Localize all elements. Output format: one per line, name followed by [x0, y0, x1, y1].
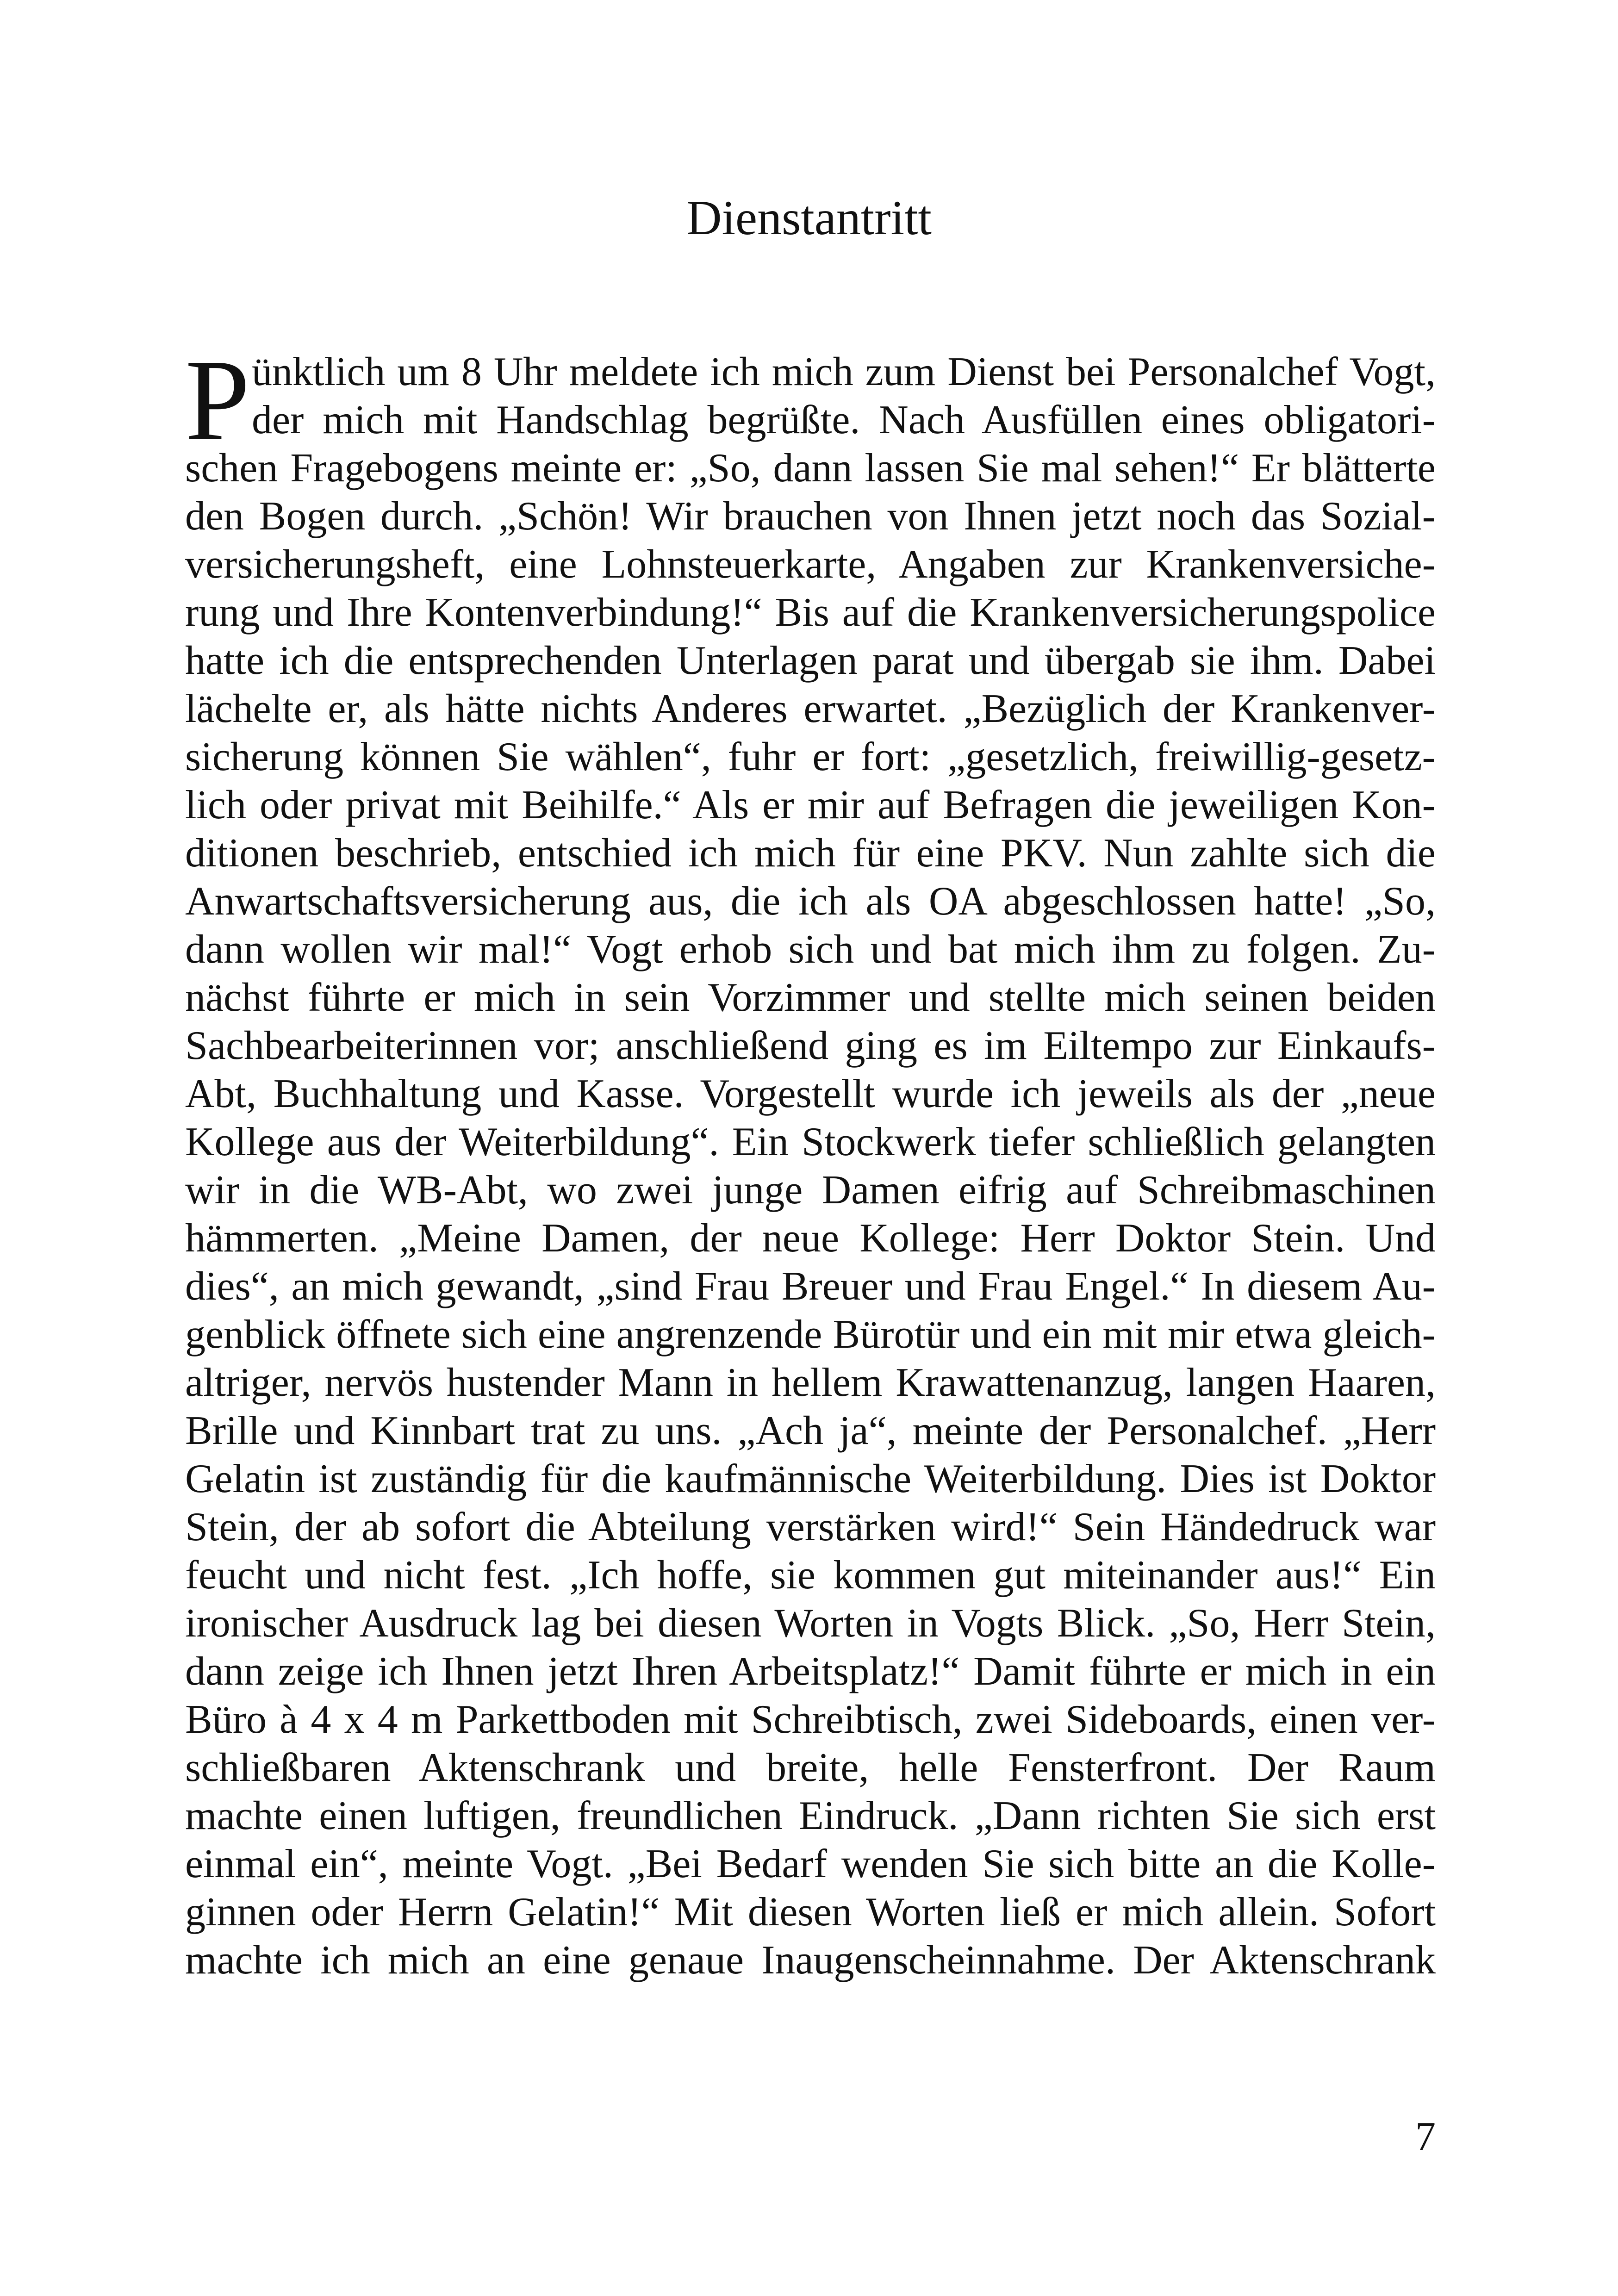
text-line: der mich mit Handschlag begrüßte. Nach Ausfüllen eines obligatori- — [252, 398, 1436, 442]
text-line: genblick öffnete sich eine angrenzende Bürotür und ein mit mir etwa gleich- — [185, 1312, 1436, 1357]
text-line: versicherungsheft, eine Lohnsteuerkarte, Angaben zur Krankenversiche- — [185, 542, 1436, 587]
text-line: dann wollen wir mal!“ Vogt erhob sich und bat mich ihm zu folgen. Zu- — [185, 927, 1436, 972]
text-line: ginnen oder Herrn Gelatin!“ Mit diesen Worten ließ er mich allein. Sofort — [185, 1890, 1436, 1935]
text-line: Sachbearbeiterinnen vor; anschließend ging es im Eiltempo zur Einkaufs- — [185, 1023, 1436, 1068]
text-line: rung und Ihre Kontenverbindung!“ Bis auf die Krankenversicherungspolice — [185, 590, 1436, 635]
text-line: hatte ich die entsprechenden Unterlagen parat und übergab sie ihm. Dabei — [185, 638, 1436, 683]
text-line: sicherung können Sie wählen“, fuhr er fort: „gesetzlich, freiwillig-gesetz- — [185, 734, 1436, 779]
text-line: ditionen beschrieb, entschied ich mich für eine PKV. Nun zahlte sich die — [185, 831, 1436, 876]
text-line: Gelatin ist zuständig für die kaufmännische Weiterbildung. Dies ist Doktor — [185, 1456, 1436, 1501]
text-line: schließbaren Aktenschrank und breite, helle Fensterfront. Der Raum — [185, 1745, 1436, 1790]
text-line: nächst führte er mich in sein Vorzimmer und stellte mich seinen beiden — [185, 975, 1436, 1020]
page-number: 7 — [1415, 2114, 1436, 2159]
text-line: machte ich mich an eine genaue Inaugenscheinnahme. Der Aktenschrank — [185, 1938, 1436, 1983]
text-line: dann zeige ich Ihnen jetzt Ihren Arbeitsplatz!“ Damit führte er mich in ein — [185, 1649, 1436, 1694]
text-line: altriger, nervös hustender Mann in hellem Krawattenanzug, langen Haaren, — [185, 1360, 1436, 1405]
text-line: wir in die WB-Abt, wo zwei junge Damen eifrig auf Schreibmaschinen — [185, 1168, 1436, 1213]
text-line: schen Fragebogens meinte er: „So, dann lassen Sie mal sehen!“ Er blätterte — [185, 446, 1436, 491]
text-line: feucht und nicht fest. „Ich hoffe, sie kommen gut miteinander aus!“ Ein — [185, 1553, 1436, 1598]
text-line: machte einen luftigen, freundlichen Eindruck. „Dann richten Sie sich erst — [185, 1793, 1436, 1838]
text-line: Anwartschaftsversicherung aus, die ich als OA abgeschlossen hatte! „So, — [185, 879, 1436, 924]
text-line: den Bogen durch. „Schön! Wir brauchen von Ihnen jetzt noch das Sozial- — [185, 494, 1436, 539]
text-line: dies“, an mich gewandt, „sind Frau Breuer und Frau Engel.“ In diesem Au- — [185, 1264, 1436, 1309]
text-line: hämmerten. „Meine Damen, der neue Kollege: Herr Doktor Stein. Und — [185, 1216, 1436, 1261]
text-line: ironischer Ausdruck lag bei diesen Worten in Vogts Blick. „So, Herr Stein, — [185, 1601, 1436, 1646]
body-text — [185, 348, 1436, 1985]
text-line: Abt, Buchhaltung und Kasse. Vorgestellt wurde ich jeweils als der „neue — [185, 1071, 1436, 1116]
text-line: Büro à 4 x 4 m Parkettboden mit Schreibtisch, zwei Sideboards, einen ver- — [185, 1697, 1436, 1742]
text-line: Brille und Kinnbart trat zu uns. „Ach ja“, meinte der Personalchef. „Herr — [185, 1408, 1436, 1453]
text-line: Stein, der ab sofort die Abteilung verstärken wird!“ Sein Händedruck war — [185, 1505, 1436, 1549]
text-line: lich oder privat mit Beihilfe.“ Als er mir auf Befragen die jeweiligen Kon- — [185, 783, 1436, 828]
text-line: einmal ein“, meinte Vogt. „Bei Bedarf wenden Sie sich bitte an die Kolle- — [185, 1842, 1436, 1886]
drop-cap: P — [185, 335, 250, 465]
text-line: Kollege aus der Weiterbildung“. Ein Stockwerk tiefer schließlich gelangten — [185, 1120, 1436, 1164]
chapter-title: Dienstantritt — [686, 191, 932, 245]
text-line: lächelte er, als hätte nichts Anderes erwartet. „Bezüglich der Krankenver- — [185, 686, 1436, 731]
text-line: ünktlich um 8 Uhr meldete ich mich zum Dienst bei Personalchef Vogt, — [252, 349, 1436, 394]
